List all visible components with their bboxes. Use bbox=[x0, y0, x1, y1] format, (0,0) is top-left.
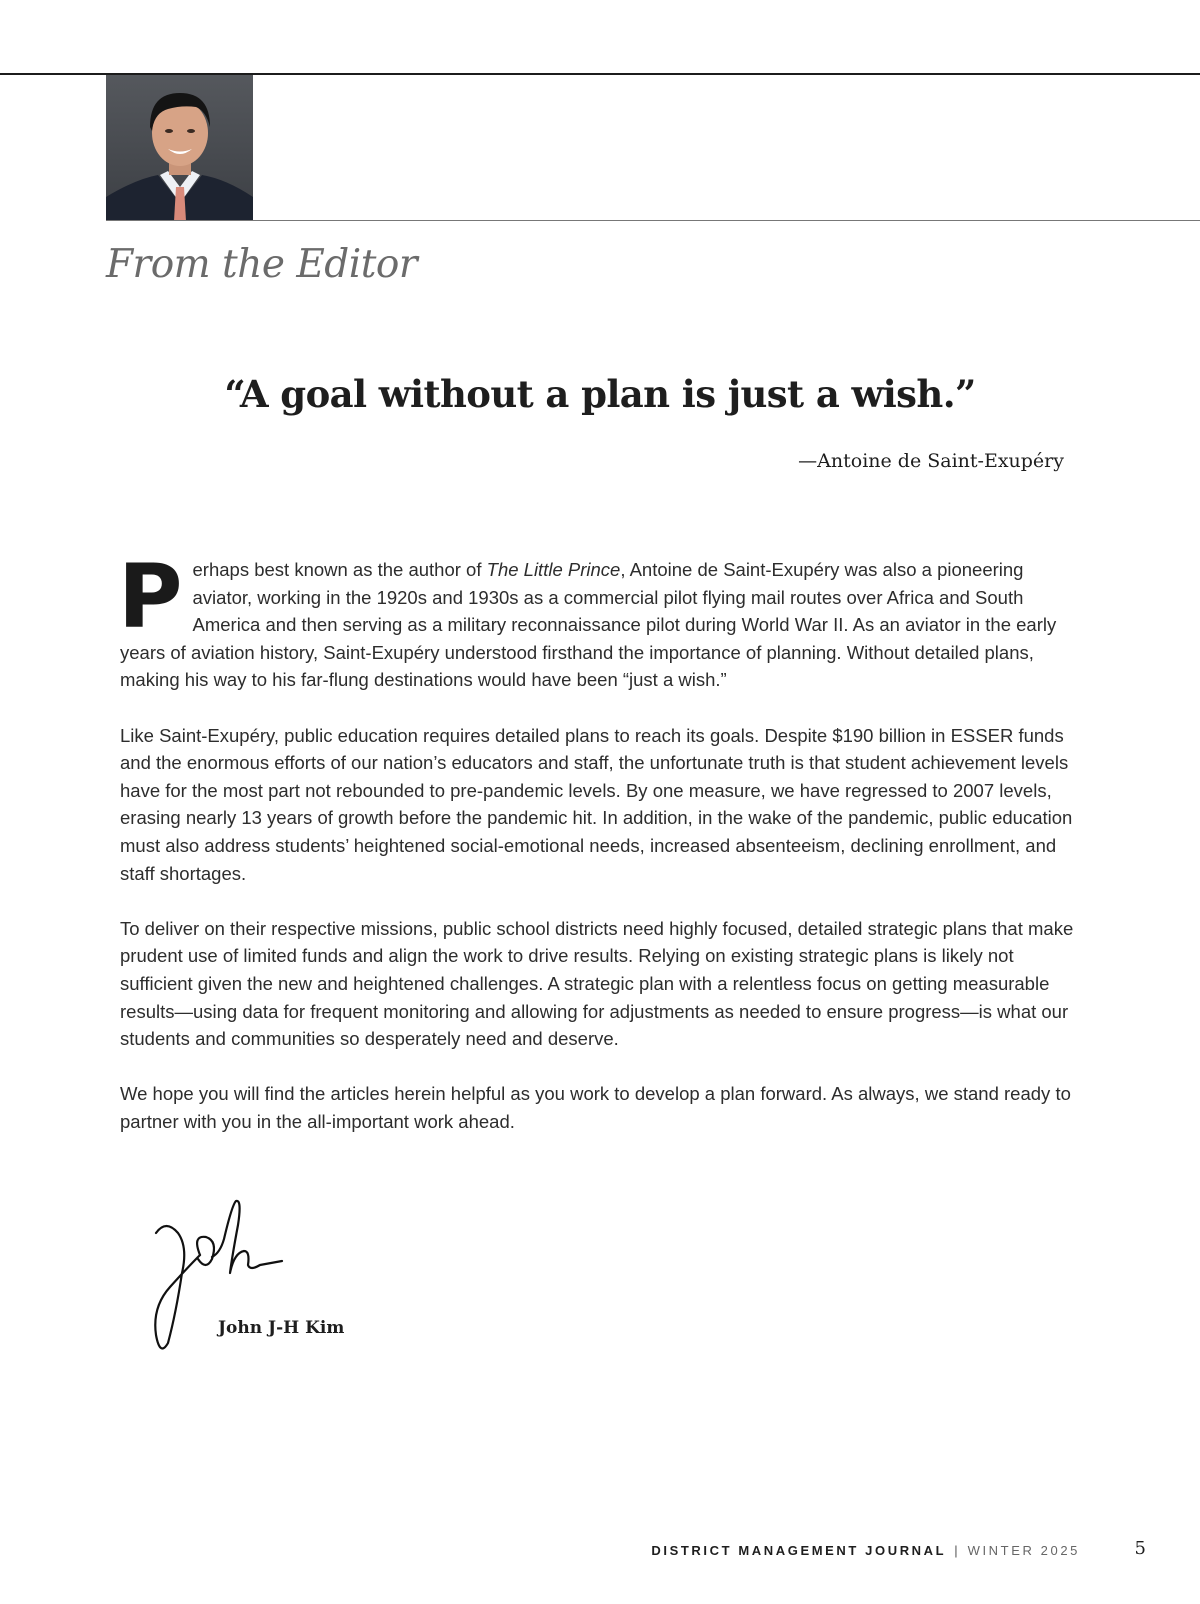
editor-photo bbox=[106, 75, 253, 221]
pull-quote: “A goal without a plan is just a wish.” bbox=[224, 372, 976, 416]
article-body bbox=[118, 545, 1085, 1163]
quote-attribution: —Antoine de Saint-Exupéry bbox=[798, 450, 1064, 472]
running-footer bbox=[651, 1543, 1080, 1558]
paragraph-3: To deliver on their respective missions, public school districts need highly focused, detailed strategic plans that make prudent use of limited funds and align the work to drive results. Relying on existing strategic plans is likely not sufficient given the new and heightened challenges. A strategic plan with a relentless focus on getting measurable results—using data for frequent monitoring and allowing for adjustments as needed to ensure progress—is what our students and communities so desperately need and deserve. bbox=[120, 917, 1074, 1050]
issue-label: WINTER 2025 bbox=[967, 1543, 1080, 1558]
journal-name: DISTRICT MANAGEMENT JOURNAL bbox=[651, 1543, 947, 1558]
footer-separator: | bbox=[954, 1543, 958, 1558]
signature-name: John J-H Kim bbox=[218, 1318, 345, 1338]
paragraph-4: We hope you will find the articles herein helpful as you work to develop a plan forward. As always, we stand ready to partner with you in the all-important work ahead. bbox=[120, 1083, 1071, 1132]
paragraph-1-rest: , Antoine de Saint-Exupéry was also a pioneering aviator, working in the 1920s and 1930s as a commercial pilot flying mail routes over Africa and South America and then serving as a military reconnaissance pilot during World War II. As an aviator in the early years of aviation history, Saint-Exupéry understood firsthand the importance of planning. Without detailed plans, making his way to his far-flung destinations would have been “just a wish.” bbox=[120, 559, 1057, 691]
drop-cap: P bbox=[118, 545, 183, 648]
paragraph-2: Like Saint-Exupéry, public education requires detailed plans to reach its goals. Despite $190 billion in ESSER funds and the enormous efforts of our nation’s educators and staff, the unfortunate truth is that student achievement levels have for the most part not rebounded to pre-pandemic levels. By one measure, we have regressed to 2007 levels, erasing nearly 13 years of growth before the pandemic hit. In addition, in the wake of the pandemic, public education must also address students’ heightened social-emotional needs, increased absenteeism, declining enrollment, and staff shortages. bbox=[120, 724, 1073, 884]
photo-rule bbox=[106, 220, 1200, 221]
paragraph-1-lead: erhaps best known as the author of bbox=[192, 559, 487, 580]
paragraph-1 bbox=[118, 545, 1085, 694]
page-number: 5 bbox=[1134, 1538, 1146, 1559]
book-title: The Little Prince bbox=[486, 559, 621, 580]
section-title: From the Editor bbox=[106, 242, 418, 287]
